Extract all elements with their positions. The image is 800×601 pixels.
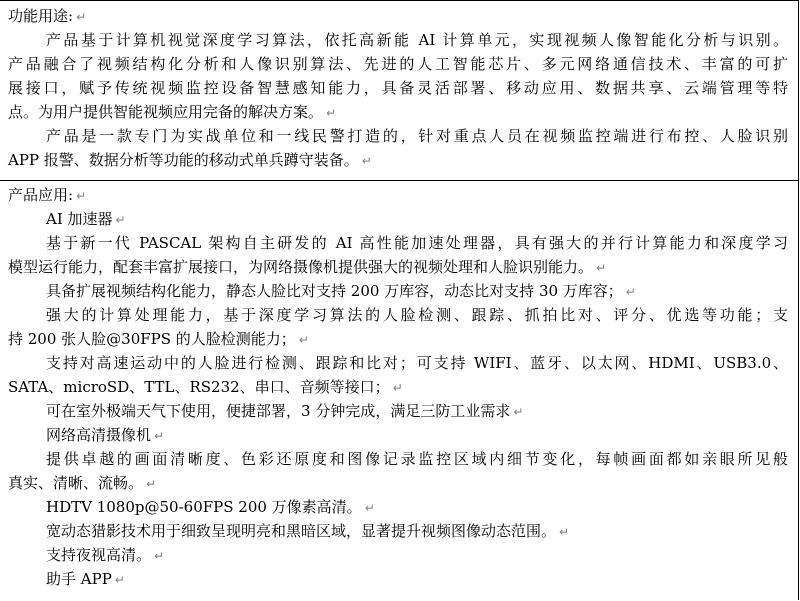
paragraph-mark: ↵ [76,10,87,24]
application-line: 支持夜视高清。 ↵ [46,546,165,564]
section-heading-assistant-app: 助手 APP ↵ [46,570,125,588]
purpose-line: APP 报警、数据分析等功能的移动式单兵蹲守装备。 ↵ [8,151,372,169]
purpose-line: 展接口，赋予传统视频监控设备智慧感知能力，具备灵活部署、移动应用、数据共享、云端管理等特 [8,79,788,97]
application-line: 提供卓越的画面清晰度、色彩还原度和图像记录监控区域内细节变化，每帧画面都如亲眼所见般 [46,450,788,468]
line-break-mark: ↵ [298,333,309,347]
purpose-line: 产品融合了视频结构化分析和人像识别算法、先进的人工智能芯片、多元网络通信技术、丰富的可扩 [8,55,788,73]
line-break-mark: ↵ [625,285,636,299]
application-line: 可在室外极端天气下使用，便捷部署，3 分钟完成，满足三防工业需求 ↵ [46,402,524,420]
paragraph-mark: ↵ [361,154,372,168]
paragraph-mark: ↵ [513,405,524,419]
paragraph-mark: ↵ [326,106,337,120]
paragraph-mark: ↵ [596,261,607,275]
line-break-mark: ↵ [392,381,403,395]
purpose-line: 产品基于计算机视觉深度学习算法，依托高新能 AI 计算单元，实现视频人像智能化分析与识别。 [46,31,788,49]
application-cell [0,181,798,601]
application-line: 模型运行能力，配套丰富扩展接口，为网络摄像机提供强大的视频处理和人脸识别能力。 ↵ [8,258,607,276]
purpose-heading: 功能用途: ↵ [8,7,87,25]
application-line: 支持对高速运动中的人脸进行检测、跟踪和比对；可支持 WIFI、蓝牙、以太网、HDMI、USB3.0、 [46,354,788,372]
application-line: 持 200 张人脸@30FPS 的人脸检测能力； ↵ [8,330,309,348]
purpose-cell [0,1,798,181]
application-line: 基于新一代 PASCAL 架构自主研发的 AI 高性能加速处理器，具有强大的并行计算能力和深度学习 [46,234,788,252]
paragraph-mark: ↵ [154,429,165,443]
purpose-line: 点。为用户提供智能视频应用完备的解决方案。 ↵ [8,103,337,121]
application-line: 具备扩展视频结构化能力，静态人脸比对支持 200 万库容，动态比对支持 30 万库容； ↵ [46,282,636,300]
line-break-mark: ↵ [154,549,165,563]
purpose-line: 产品是一款专门为实战单位和一线民警打造的，针对重点人员在视频监控端进行布控、人脸识别 [46,127,788,145]
line-break-mark: ↵ [146,477,157,491]
section-heading-ai-accelerator: AI 加速器 ↵ [46,210,126,228]
application-line: 宽动态猎影技术用于细致呈现明亮和黑暗区域，显著提升视频图像动态范围。 ↵ [46,522,570,540]
section-heading-network-camera: 网络高清摄像机 ↵ [46,426,165,444]
paragraph-mark: ↵ [115,213,126,227]
paragraph-mark: ↵ [76,189,87,203]
application-line: 真实、清晰、流畅。 ↵ [8,474,157,492]
paragraph-mark: ↵ [114,573,125,587]
application-line: 强大的计算处理能力，基于深度学习算法的人脸检测、跟踪、抓拍比对、评分、优选等功能；支 [46,306,788,324]
application-heading: 产品应用: ↵ [8,186,87,204]
line-break-mark: ↵ [559,525,570,539]
application-line: HDTV 1080p@50-60FPS 200 万像素高清。 ↵ [46,498,375,516]
application-line: SATA、microSD、TTL、RS232、串口、音频等接口； ↵ [8,378,403,396]
line-break-mark: ↵ [364,501,375,515]
